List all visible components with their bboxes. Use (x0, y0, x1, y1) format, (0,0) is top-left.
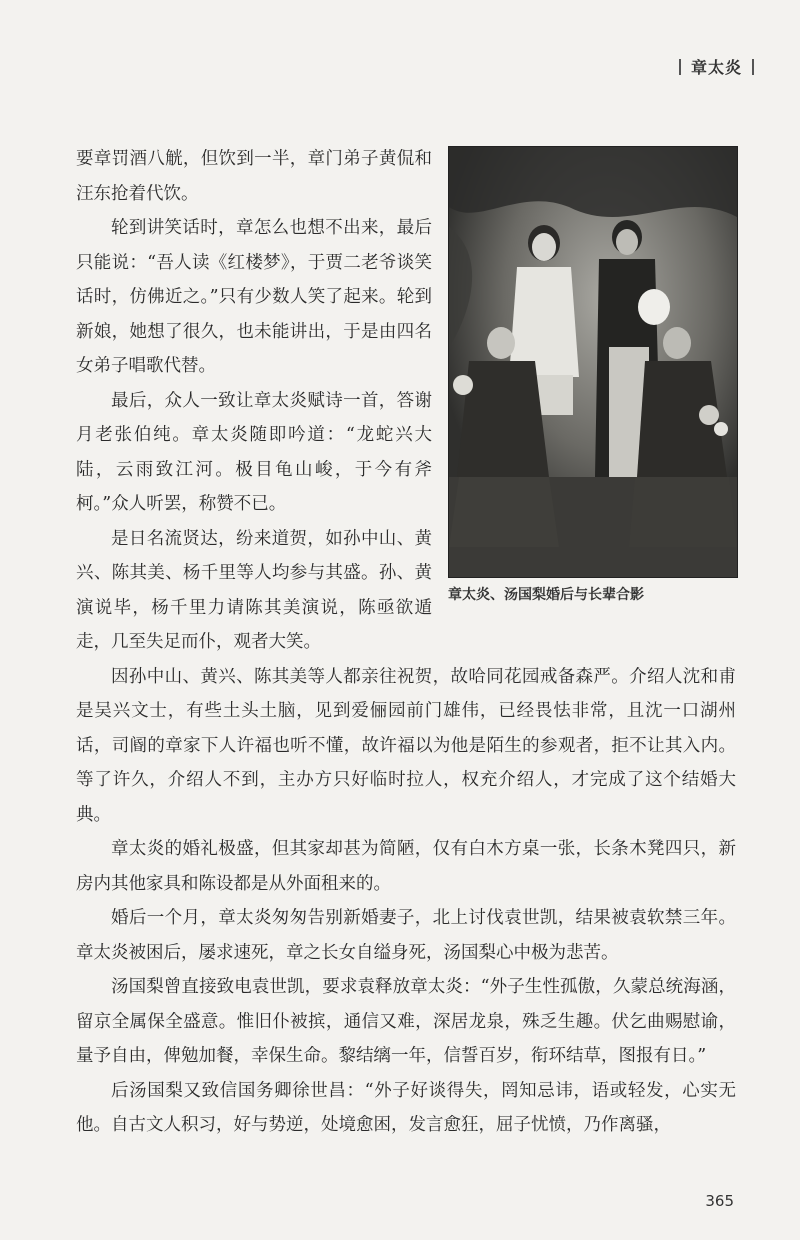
paragraph: 婚后一个月，章太炎匆匆告别新婚妻子，北上讨伐袁世凯，结果被袁软禁三年。章太炎被困后，屡求速死，章之长女自缢身死，汤国梨心中极为悲苦。 (76, 908, 736, 963)
running-head-title: 章太炎 (690, 58, 742, 77)
paragraph: 因孙中山、黄兴、陈其美等人都亲往祝贺，故哈同花园戒备森严。介绍人沈和甫是吴兴文士，有些土头土脑，见到爱俪园前门雄伟，已经畏怯非常，且沈一口湖州话，司阍的章家下人许福也听不懂，故许福以为他是陌生的参观者，拒不让其入内。等了许久，介绍人不到，主办方只好临时拉人，权充介绍人，才完成了这个结婚大典。 (76, 666, 736, 825)
paragraph: 汤国梨曾直接致电袁世凯，要求袁释放章太炎：“外子生性孤傲，久蒙总统海涵，留京全属保全盛意。惟旧仆被摈，通信又难，深居龙泉，殊乏生趣。伏乞曲赐慰谕，量予自由，俾勉加餐，幸保生命。黎结缡一年，信誓百岁，衔环结草，图报有日。” (76, 977, 736, 1066)
photo-caption: 章太炎、汤国梨婚后与长辈合影 (448, 587, 644, 603)
photo-illustration (449, 147, 737, 577)
running-head-right-bar (752, 59, 754, 75)
paragraph: 章太炎的婚礼极盛，但其家却甚为简陋，仅有白木方桌一张，长条木凳四只，新房内其他家具和陈设都是从外面租来的。 (76, 839, 736, 894)
paragraph: 是日名流贤达，纷来道贺，如孙中山、黄兴、陈其美、杨千里等人均参与其盛。孙、黄演说毕，杨千里力请陈其美演说，陈亟欲遁走，几至失足而仆，观者大笑。 (76, 528, 432, 652)
historical-group-photo (448, 146, 738, 578)
paragraph: 后汤国梨又致信国务卿徐世昌：“外子好谈得失，罔知忌讳，语或轻发，心实无他。自古文人积习，好与势逆，处境愈困，发言愈狂，屈子忧愤，乃作离骚， (76, 1080, 736, 1135)
paragraph: 要章罚酒八觥，但饮到一半，章门弟子黄侃和汪东抢着代饮。 (76, 149, 432, 204)
paragraph: 轮到讲笑话时，章怎么也想不出来，最后只能说：“吾人读《红楼梦》，于贾二老爷谈笑话时，仿佛近之。”只有少数人笑了起来。轮到新娘，她想了很久，也未能讲出，于是由四名女弟子唱歌代替。 (76, 218, 432, 376)
running-head-left-bar (679, 59, 681, 75)
running-head (669, 55, 764, 78)
paragraph: 最后，众人一致让章太炎赋诗一首，答谢月老张伯纯。章太炎随即吟道：“龙蛇兴大陆，云雨致江河。极目龟山峻，于今有斧柯。”众人听罢，称赞不已。 (76, 390, 432, 514)
page-number: 365 (705, 1192, 734, 1210)
photo-figure (448, 146, 736, 606)
body-text (76, 142, 736, 1143)
